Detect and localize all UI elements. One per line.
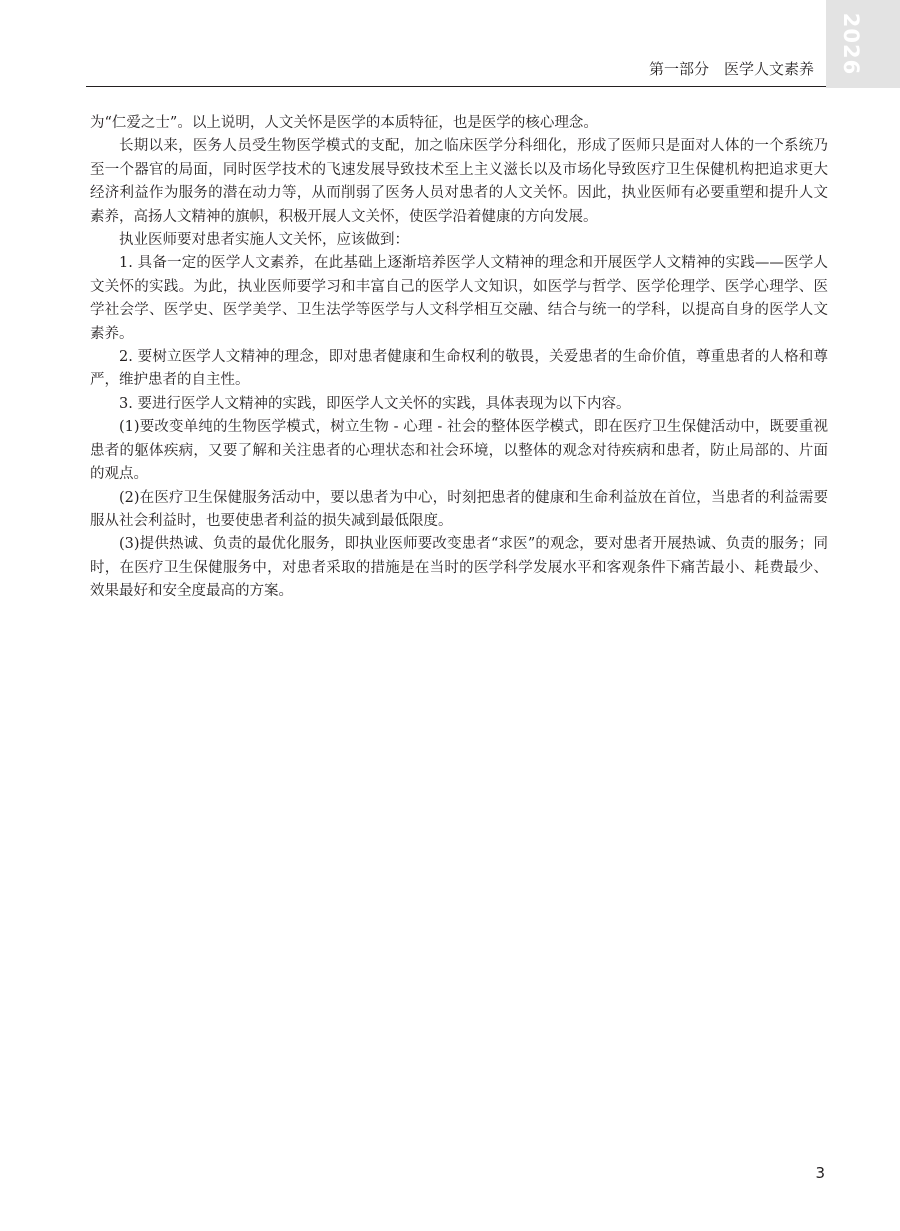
paragraph-background: 长期以来，医务人员受生物医学模式的支配，加之临床医学分科细化，形成了医师只是面对人体的一个系统乃至一个器官的局面，同时医学技术的飞速发展导致技术至上主义滋长以及市场化导致医疗卫生保健机构把追求更大经济利益作为服务的潜在动力等，从而削弱了医务人员对患者的人文关怀。因此，执业医师有必要重塑和提升人文素养，高扬人文精神的旗帜，积极开展人文关怀，使医学沿着健康的方向发展。 bbox=[90, 138, 828, 225]
sub-item-3: (3)提供热诚、负责的最优化服务，即执业医师要改变患者“求医”的观念，要对患者开展热诚、负责的服务；同时，在医疗卫生保健服务中，对患者采取的措施是在当时的医学科学发展水平和客观条件下痛苦最小、耗费最少、效果最好和安全度最高的方案。 bbox=[90, 536, 828, 600]
main-content bbox=[90, 112, 828, 604]
paragraph-continuation: 为“仁爱之士”。以上说明，人文关怀是医学的本质特征，也是医学的核心理念。 bbox=[90, 115, 598, 131]
paragraph-requirements-intro: 执业医师要对患者实施人文关怀，应该做到： bbox=[119, 232, 409, 249]
side-tab bbox=[826, 0, 900, 88]
list-item-3: 3. 要进行医学人文精神的实践，即医学人文关怀的实践，具体表现为以下内容。 bbox=[119, 395, 631, 412]
page-number: 3 bbox=[815, 1164, 825, 1182]
section-header-title: 第一部分 医学人文素养 bbox=[648, 60, 814, 78]
year-label: 2026 bbox=[839, 12, 863, 76]
list-item-2: 2. 要树立医学人文精神的理念，即对患者健康和生命权利的敬畏，关爱患者的生命价值，尊重患者的人格和尊严，维护患者的自主性。 bbox=[90, 349, 828, 389]
sub-item-1: (1)要改变单纯的生物医学模式，树立生物 - 心理 - 社会的整体医学模式，即在医疗卫生保健活动中，既要重视患者的躯体疾病，又要了解和关注患者的心理状态和社会环境，以整体的观念对待疾病和患者，防止局部的、片面的观点。 bbox=[90, 419, 828, 483]
list-item-1: 1. 具备一定的医学人文素养，在此基础上逐渐培养医学人文精神的理念和开展医学人文精神的实践——医学人文关怀的实践。为此，执业医师要学习和丰富自己的医学人文知识，如医学与哲学、医学伦理学、医学心理学、医学社会学、医学史、医学美学、卫生法学等医学与人文科学相互交融、结合与统一的学科，以提高自身的医学人文素养。 bbox=[90, 255, 828, 342]
header-divider bbox=[86, 86, 826, 87]
sub-item-2: (2)在医疗卫生保健服务活动中，要以患者为中心，时刻把患者的健康和生命利益放在首位，当患者的利益需要服从社会利益时，也要使患者利益的损失减到最低限度。 bbox=[90, 489, 828, 529]
